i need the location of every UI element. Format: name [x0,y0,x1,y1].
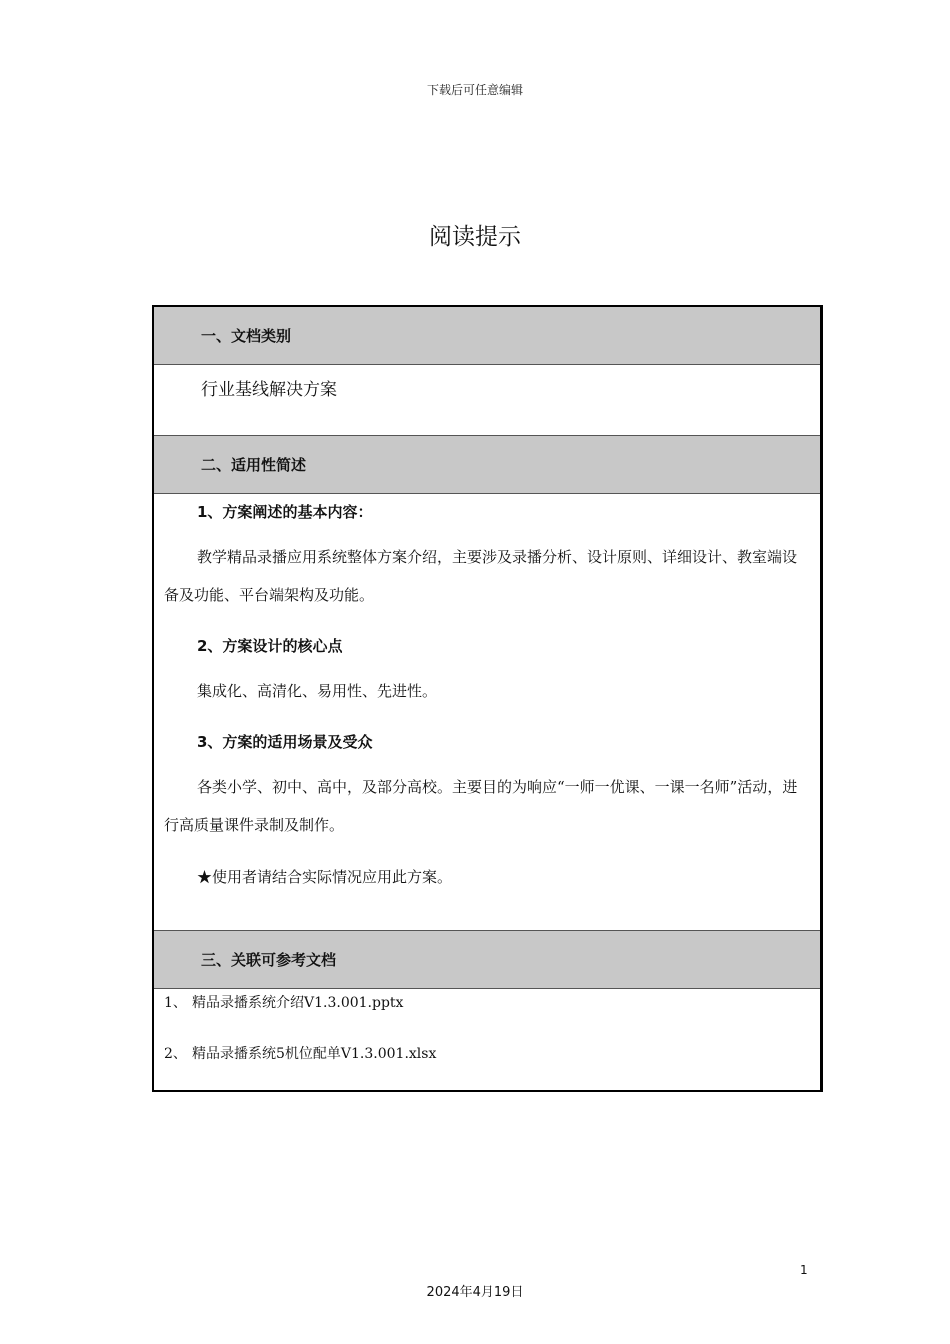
point-text-basic-content: 教学精品录播应用系统整体方案介绍，主要涉及录播分析、设计原则、详细设计、教室端设备及功能、平台端架构及功能。 [164,548,798,604]
section-body-references [154,989,820,1090]
reference-item [164,1042,810,1066]
section-heading-applicability: 二、适用性简述 [154,436,820,494]
point-heading-scenarios: 3、方案的适用场景及受众 [197,733,373,751]
point-text-core: 集成化、高清化、易用性、先进性。 [197,682,438,700]
usage-note: ★使用者请结合实际情况应用此方案。 [197,868,453,886]
doc-type-value: 行业基线解决方案 [201,380,337,400]
point-text-scenarios: 各类小学、初中、高中，及部分高校。主要目的为响应“一师一优课、一课一名师”活动，进行高质量课件录制及制作。 [164,778,798,834]
reference-number: 1、 [164,995,187,1011]
info-table [152,305,823,1092]
reference-item [164,989,810,1015]
section-heading-references: 三、关联可参考文档 [154,931,820,989]
reference-number: 2、 [164,1046,187,1062]
header-note: 下载后可任意编辑 [426,83,523,97]
point-heading-core: 2、方案设计的核心点 [197,637,343,655]
footer-date: 2024年4月19日 [426,1285,524,1300]
section-body-doc-type [154,365,820,436]
page-number: 1 [800,1263,808,1277]
page-title: 阅读提示 [429,224,521,250]
section-heading-doc-type: 一、文档类别 [154,307,820,365]
reference-link[interactable]: 精品录播系统介绍V1.3.001.pptx [192,995,404,1011]
point-heading-basic-content: 1、方案阐述的基本内容： [197,503,373,521]
reference-link[interactable]: 精品录播系统5机位配单V1.3.001.xlsx [192,1046,437,1062]
section-body-applicability [154,500,820,931]
